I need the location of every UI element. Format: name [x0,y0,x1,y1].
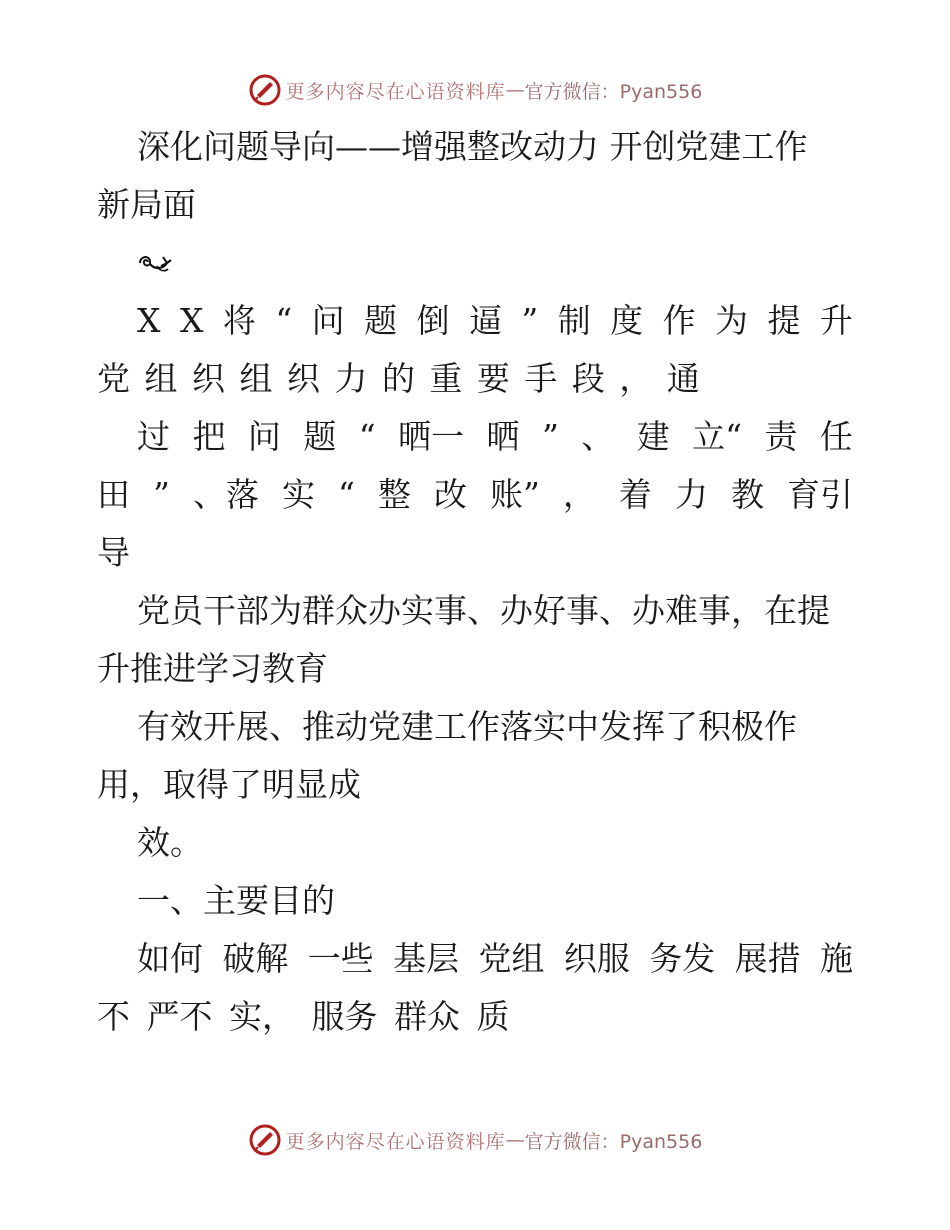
header-banner [0,70,950,110]
para3-line-1: 有效开展、推动党建工作落实中发挥了积极作 [137,707,797,746]
para1-line-3-token: 责 [764,417,798,456]
para4-line-1-token: 如何 [137,939,203,978]
footer-dash: — [505,1129,525,1151]
para1-line-1-token: 作 [662,301,696,340]
para4-line-2: 不 严不 实， 服务 群众 质 [97,997,510,1036]
para1-line-4-token: 教 [730,475,764,514]
para1-line-3-token: 任 [819,417,853,456]
para1-line-4-token: 实 [281,475,315,514]
para1-line-1-token: “ [275,301,293,340]
para1-line-1-token: 将 [222,301,256,340]
brand-logo-icon [248,73,282,107]
para1-line-4-token: 着 [618,475,652,514]
para4-line-1-token: 织服 [563,939,630,978]
para1-line-5: 导 [97,533,130,572]
para4-line-1-token: 党组 [478,939,545,978]
para3-line-3: 效。 [137,823,203,862]
para1-line-4-token: 、落 [192,475,259,514]
para4-line-1-token: 施 [820,939,853,978]
para1-line-4-token: 力 [674,475,708,514]
para1-line-3-token: ” [541,417,559,456]
para4-line-1-token: 务发 [649,939,716,978]
para1-line-1-token: 提 [767,301,801,340]
document-body [97,118,853,1046]
para1-line-1-token: 题 [364,301,398,340]
para1-line-4-token: 改 [433,475,467,514]
para1-line-1-token: 为 [715,301,748,340]
para1-line-3-token: 晒 [486,417,520,456]
para4-line-1-token: 一些 [307,939,374,978]
brand-logo-icon [248,1123,282,1157]
para1-line-1-token: 升 [819,301,853,340]
para1-line-1 [97,292,853,350]
title-line-2: 新局面 [97,185,196,224]
para1-line-3-token: 把 [192,417,226,456]
para4-line-1-token: 展措 [734,939,801,978]
para1-line-4-token: 整 [377,475,411,514]
para1-line-1-token: 倒 [416,301,450,340]
para1-line-1-token: 逼 [468,301,502,340]
footer-banner [0,1120,950,1160]
para1-line-4-token: ” [153,475,170,514]
para1-line-4-token: “ [338,475,355,514]
para1-line-4-token: 田 [97,475,130,514]
para4-line-1-token: 基层 [393,939,460,978]
para4-line-1 [97,930,853,988]
footer-contact: 官方微信：Pyan556 [524,1130,703,1153]
para1-line-3-token: 问 [247,417,281,456]
para1-line-1-token: 制 [557,301,591,340]
swirl-ornament-icon [137,252,173,274]
header-slogan: 更多内容尽在心语资料库 [285,80,506,103]
para1-line-3-token: “ [358,417,376,456]
title-line-1: 深化问题导向——增强整改动力 开创党建工作 [137,127,808,166]
para1-line-3-token: 建 [636,417,670,456]
para1-line-3-token: 题 [303,417,337,456]
para1-line-1-token: 问 [311,301,345,340]
para1-line-1-token: 度 [610,301,644,340]
para1-line-3-token: 过 [137,417,170,456]
para4-line-1-token: 破解 [222,939,289,978]
ornament-row [97,234,853,292]
para1-line-1-token: X [179,301,204,340]
para1-line-4 [97,466,853,524]
para1-line-3 [97,408,853,466]
para1-line-4-token: 账” [489,475,540,514]
para1-line-4-token: ， [562,475,596,514]
header-contact: 官方微信：Pyan556 [524,80,703,103]
para3-line-2: 用，取得了明显成 [97,765,361,804]
section-heading-1: 一、主要目的 [137,881,335,920]
para1-line-3-token: 晒一 [398,417,465,456]
para1-line-3-token: 立“ [692,417,742,456]
para2-line-2: 升推进学习教育 [97,649,328,688]
para2-line-1: 党员干部为群众办实事、办好事、办难事，在提 [137,591,830,630]
para1-line-2: 党 组 织 组 织 力 的 重 要 手 段 ， 通 [97,359,702,398]
para1-line-1-token: X [137,301,161,340]
header-dash: — [505,79,525,101]
para1-line-1-token: ” [521,301,539,340]
footer-slogan: 更多内容尽在心语资料库 [285,1130,506,1153]
para1-line-3-token: 、 [581,417,615,456]
para1-line-4-token: 育引 [787,475,853,514]
